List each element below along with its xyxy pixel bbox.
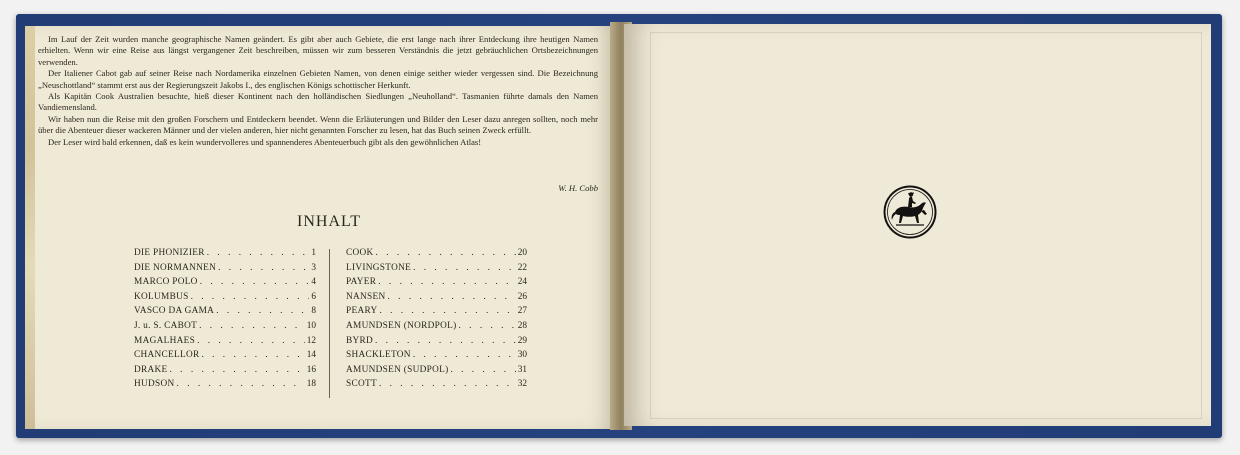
toc-entry-name: DIE PHÖNIZIER (134, 248, 205, 258)
toc-right-column (346, 248, 527, 394)
toc-entry-name: SCOTT (346, 379, 377, 390)
toc-leader-dots (218, 263, 309, 273)
toc-entry (134, 350, 316, 365)
toc-entry-page: 8 (311, 306, 316, 317)
intro-paragraph-5: Der Leser wird bald erkennen, daß es kein wundervolleres und spannenderes Abenteuerbuch gibt als den gewöhnlichen Atlas! (48, 136, 482, 147)
toc-leader-dots (413, 263, 516, 273)
toc-entry-page: 24 (517, 277, 527, 288)
intro-paragraph-4: Wir haben nun die Reise mit den großen Forschern und Entdeckern beendet. Wenn die Erläuterungen und Bilder den Leser dazu anregen sollten, noch mehr über die Abenteuer dieser wackeren Männer und der vielen anderen, hier nicht genannten Forscher zu lesen, hat das Buch seinen Zweck erfüllt. (38, 113, 598, 136)
toc-entry-page: 20 (517, 248, 527, 258)
toc-left-column (134, 248, 316, 394)
toc-entry-name: SHACKLETON (346, 350, 411, 361)
toc-entry-page: 14 (306, 350, 316, 361)
intro-paragraph-2: Der Italiener Cabot gab auf seiner Reise nach Nordamerika einzelnen Gebieten Namen, von denen einige seither wieder vergessen sind. Die Bezeichnung „Neuschottland“ stammt erst aus der Regierungszeit Jakobs I., des englischen Königs schottischer Herkunft. (38, 68, 598, 90)
toc-entry-page: 29 (517, 335, 527, 346)
toc-leader-dots (177, 379, 305, 389)
toc-entry-page: 27 (517, 306, 527, 317)
intro-text (38, 34, 598, 148)
toc-entry-page: 28 (517, 320, 527, 331)
toc-heading: INHALT (297, 213, 362, 230)
toc-leader-dots (202, 350, 305, 360)
toc-leader-dots (376, 248, 516, 258)
toc-entry (346, 263, 527, 278)
toc-leader-dots (379, 306, 515, 316)
toc-entry-page: 10 (306, 320, 316, 331)
toc-entry-page: 16 (306, 364, 316, 375)
toc-entry-name: KOLUMBUS (134, 291, 189, 302)
toc-leader-dots (197, 336, 305, 346)
toc-entry (346, 365, 527, 380)
toc-entry (134, 263, 316, 278)
toc-divider (329, 249, 330, 398)
toc-entry (134, 365, 316, 380)
toc-entry (134, 306, 316, 321)
toc-entry-page: 3 (311, 262, 316, 273)
toc-entry (134, 292, 316, 307)
toc-entry-name: BYRD (346, 335, 374, 346)
toc-entry-page: 31 (517, 364, 527, 375)
toc-entry (346, 248, 527, 263)
toc-leader-dots (170, 365, 305, 375)
toc-entry-name: J. u. S. CABOT (134, 320, 198, 331)
toc-entry (346, 321, 527, 336)
toc-leader-dots (379, 379, 516, 389)
toc-entry (346, 277, 527, 292)
toc-entry-name: MAGALHAES (134, 335, 196, 346)
toc-entry-page: 26 (517, 291, 527, 302)
toc-entry (346, 306, 527, 321)
toc-entry-name: AMUNDSEN (NORDPOL) (346, 320, 457, 331)
toc-leader-dots (199, 321, 305, 331)
toc-leader-dots (413, 350, 516, 360)
toc-entry-name: VASCO DA GAMA (134, 306, 215, 317)
toc-entry-page: 30 (517, 350, 527, 361)
toc-entry (346, 336, 527, 351)
toc-entry-name: HUDSON (134, 379, 175, 390)
toc-entry-page: 12 (306, 335, 316, 346)
toc-leader-dots (459, 321, 516, 331)
intro-paragraph-1: Im Lauf der Zeit wurden manche geographische Namen geändert. Es gibt aber auch Gebiete, die erst lange nach ihrer Entdeckung ihre heutigen Namen erhielten. Wenn wir eine Reise aus längst vergangener Zeit beschreiben, müssen wir zum besseren Verständnis die jetzt gebräuchlichen Ortsbezeichnungen verwenden. (38, 34, 598, 67)
toc-entry (346, 292, 527, 307)
toc-entry-page: 6 (311, 291, 316, 302)
toc-entry-name: MARCO POLO (134, 277, 198, 288)
toc-leader-dots (388, 292, 516, 302)
toc-entry-page: 18 (306, 379, 316, 390)
intro-paragraph-3: Als Kapitän Cook Australien besuchte, hieß dieser Kontinent nach den holländischen Siedlungen „Neuholland“. Tasmanien führte damals den Namen Vandiemensland. (38, 91, 598, 113)
toc-leader-dots (207, 248, 310, 258)
toc-entry-name: NANSEN (346, 291, 386, 302)
toc-entry-name: DRAKE (134, 364, 168, 375)
toc-leader-dots (378, 277, 515, 287)
toc-entry-name: CHANCELLOR (134, 350, 200, 361)
toc-entry-name: LIVINGSTONE (346, 262, 412, 273)
page-edge-strip (25, 26, 35, 429)
toc-entry-page: 22 (517, 262, 527, 273)
toc-entry (134, 379, 316, 394)
toc-entry-name: DIE NORMANNEN (134, 262, 217, 273)
toc-entry-name: PEARY (346, 306, 378, 317)
toc-entry (134, 336, 316, 351)
toc-entry (346, 350, 527, 365)
toc-leader-dots (450, 365, 515, 375)
toc-entry-name: COOK (346, 248, 374, 258)
toc-entry-page: 4 (311, 277, 316, 288)
toc-entry (346, 379, 527, 394)
toc-entry (134, 321, 316, 336)
signature: W. H. Cobb (558, 183, 598, 193)
toc-entry-name: PAYER (346, 277, 377, 288)
toc-entry (134, 248, 316, 263)
toc-leader-dots (200, 277, 310, 287)
toc-entry-page: 32 (517, 379, 527, 390)
toc-leader-dots (191, 292, 310, 302)
toc-entry (134, 277, 316, 292)
toc-leader-dots (216, 306, 309, 316)
toc-entry-page: 1 (311, 248, 316, 258)
horse-rider-emblem-icon (883, 185, 937, 239)
toc-leader-dots (375, 336, 516, 346)
toc-entry-name: AMUNDSEN (SÜDPOL) (346, 364, 449, 375)
